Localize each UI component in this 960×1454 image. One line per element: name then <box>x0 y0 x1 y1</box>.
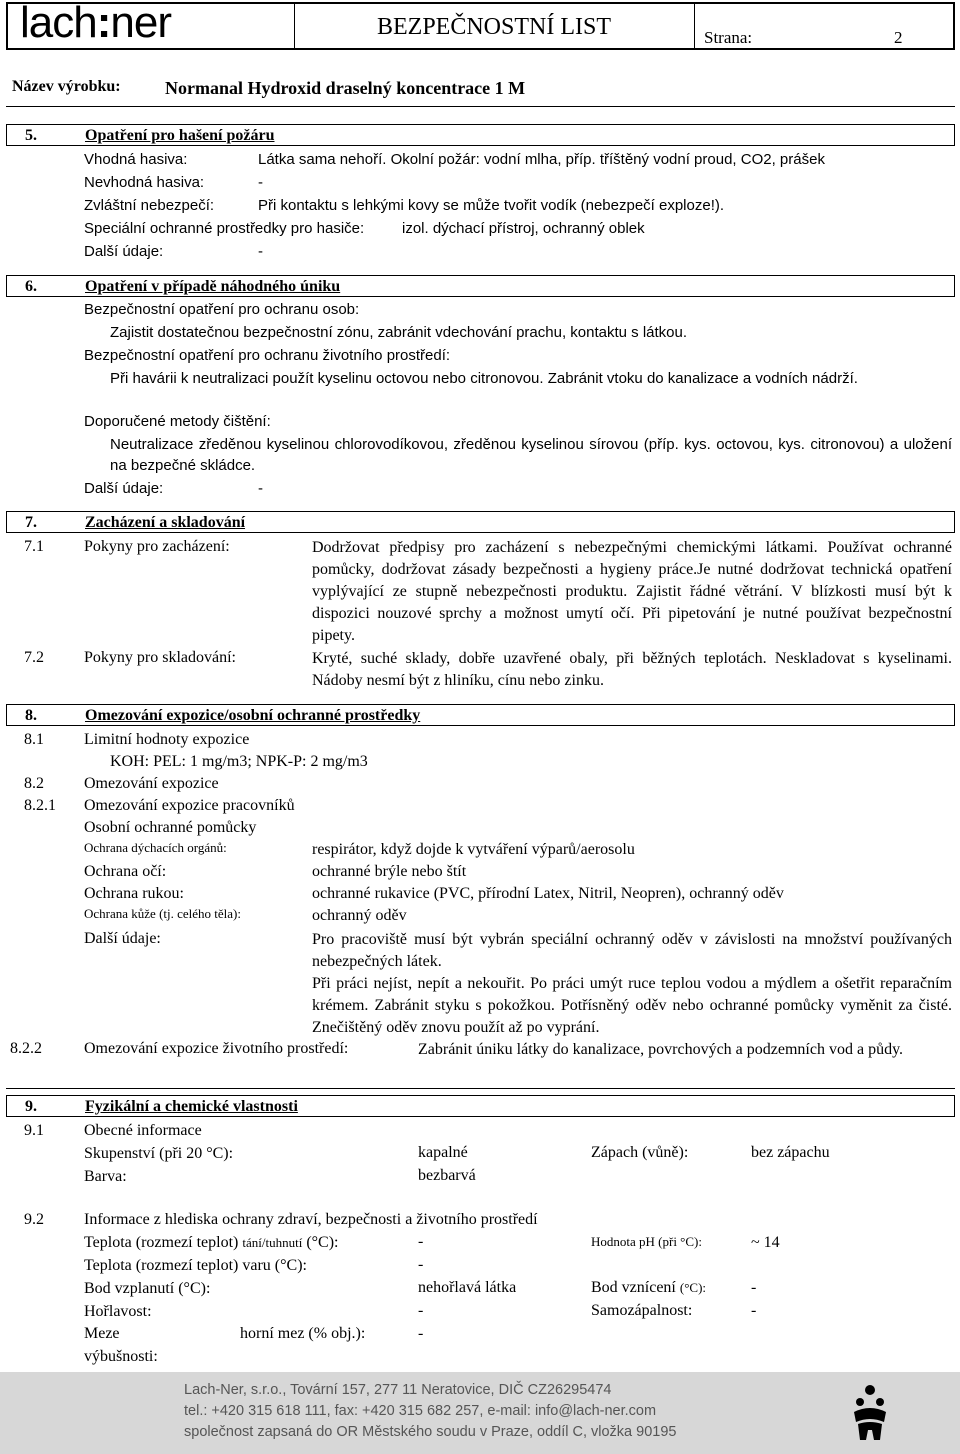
footer-line: tel.: +420 315 618 111, fax: +420 315 682 257, e-mail: info@lach-ner.com <box>184 1403 657 1419</box>
text: Kryté, suché sklady, dobře uzavřené obaly, při běžných teplotách. Neskladovat s kyselinami. Nádoby nesmí být z hliníku, cínu nebo zinku. <box>312 650 952 689</box>
label: Pokyny pro zacházení: <box>84 538 230 555</box>
label: Omezování expozice <box>84 775 219 792</box>
label: Osobní ochranné pomůcky <box>84 819 257 836</box>
divider <box>6 106 955 107</box>
item-number: 7.2 <box>24 649 44 666</box>
section-number: 8. <box>25 707 37 724</box>
label-part: Bod vznícení <box>591 1279 676 1296</box>
text: Neutralizace zředěnou kyselinou chlorovodíkovou, zředěnou kyselinou sírovou (příp. kys. octovou, kys. citronovou) a uložení na bezpečné skládce. <box>110 436 952 474</box>
label: Teplota (rozmezí teplot) varu (°C): <box>84 1257 307 1274</box>
label-part: (°C): <box>679 1280 707 1295</box>
item-number: 7.1 <box>24 538 44 555</box>
document-title: BEZPEČNOSTNÍ LIST <box>377 14 611 40</box>
value: ochranný oděv <box>312 907 407 924</box>
label: Barva: <box>84 1168 127 1185</box>
value: ~ 14 <box>751 1234 780 1251</box>
label: výbušnosti: <box>84 1348 158 1365</box>
divider <box>6 1088 955 1089</box>
section-8-header <box>6 704 955 726</box>
label: Informace z hlediska ochrany zdraví, bezpečnosti a životního prostředí <box>84 1211 538 1228</box>
item-number: 8.2.2 <box>10 1040 42 1057</box>
value: - <box>751 1302 757 1319</box>
page-number: 2 <box>894 28 903 47</box>
document-header <box>6 2 955 50</box>
value: - <box>258 243 263 260</box>
label-part: tání/tuhnutí <box>242 1235 303 1250</box>
value: Látka sama nehoří. Okolní požár: vodní mlha, příp. tříštěný vodní proud, CO2, prášek <box>258 151 825 168</box>
value: - <box>258 174 263 191</box>
value: ochranné rukavice (PVC, přírodní Latex, Nitril, Neopren), ochranný oděv <box>312 885 784 902</box>
text: Při havárii k neutralizaci použít kyselinu octovou nebo citronovou. Zabránit vtoku do kanalizace a vodních nádrží. <box>110 370 858 387</box>
label: Další údaje: <box>84 930 161 947</box>
label <box>84 1234 339 1252</box>
label <box>591 1279 706 1297</box>
label: Bod vzplanutí (°C): <box>84 1280 211 1297</box>
label: Nevhodná hasiva: <box>84 174 205 191</box>
text: Pro pracoviště musí být vybrán speciální ochranný oděv v závislosti na množství používaných nebezpečných látek. <box>312 931 952 970</box>
label: Samozápalnost: <box>591 1302 693 1319</box>
text: KOH: PEL: 1 mg/m3; NPK-P: 2 mg/m3 <box>110 753 368 770</box>
value: Při kontaktu s lehkými kovy se může tvořit vodík (nebezpečí exploze!). <box>258 197 725 214</box>
value: - <box>751 1279 757 1296</box>
section-7-header <box>6 511 955 533</box>
label: horní mez (% obj.): <box>240 1325 366 1342</box>
label-part: Teplota (rozmezí teplot) <box>84 1234 239 1251</box>
section-title: Opatření v případě náhodného úniku <box>85 278 341 295</box>
label: Vhodná hasiva: <box>84 151 188 168</box>
value: - <box>418 1302 424 1319</box>
label: Ochrana rukou: <box>84 885 184 902</box>
label: Hořlavost: <box>84 1303 152 1320</box>
section-title: Omezování expozice/osobní ochranné prostředky <box>85 707 421 724</box>
section-6-header <box>6 275 955 297</box>
item-number: 8.2 <box>24 775 44 792</box>
label: Limitní hodnoty expozice <box>84 731 250 748</box>
value: kapalné <box>418 1144 468 1161</box>
section-number: 6. <box>25 278 37 295</box>
label: Doporučené metody čištění: <box>84 413 271 430</box>
label: Skupenství (při 20 °C): <box>84 1145 234 1162</box>
label: Pokyny pro skladování: <box>84 649 236 666</box>
section-9-header <box>6 1095 955 1117</box>
value: - <box>258 480 263 497</box>
text: Dodržovat předpisy pro zacházení s nebezpečnými chemickými látkami. Používat ochranné pomůcky, dodržovat zásady bezpečnosti a hygieny práce.Je nutné dodržovat technická opatření vyplývající ze stupně nebezpečnosti produktu. Zajistit řádné větrání. V blízkosti musí být k dispozici nouzové sprchy a možnost umytí očí. Při pipetování je nutné používat bezpečnostní pipety. <box>312 539 952 644</box>
value: respirátor, když dojde k vytváření výparů/aerosolu <box>312 841 635 858</box>
value: izol. dýchací přístroj, ochranný oblek <box>402 220 645 237</box>
value: ochranné brýle nebo štít <box>312 863 467 880</box>
item-number: 9.1 <box>24 1122 44 1139</box>
label: Speciální ochranné prostředky pro hasiče: <box>84 220 365 237</box>
label: Zápach (vůně): <box>591 1144 689 1161</box>
label: Ochrana dýchacích orgánů: <box>84 840 227 855</box>
label: Ochrana kůže (tj. celého těla): <box>84 906 241 921</box>
label: Omezování expozice životního prostředí: <box>84 1040 349 1057</box>
value: nehořlavá látka <box>418 1279 517 1296</box>
label: Ochrana očí: <box>84 863 167 880</box>
label: Meze <box>84 1325 120 1342</box>
section-5-header <box>6 124 955 146</box>
product-label: Název výrobku: <box>12 78 121 95</box>
page-label: Strana: <box>704 28 753 47</box>
safety-people-icon <box>850 1382 890 1444</box>
footer-line: Lach-Ner, s.r.o., Tovární 157, 277 11 Neratovice, DIČ CZ26295474 <box>184 1382 612 1398</box>
text: Zajistit dostatečnou bezpečnostní zónu, zabránit vdechování prachu, kontaktu s látkou. <box>110 324 688 341</box>
value: bez zápachu <box>751 1144 830 1161</box>
label: Obecné informace <box>84 1122 202 1139</box>
section-title: Fyzikální a chemické vlastnosti <box>85 1098 298 1115</box>
value: bezbarvá <box>418 1167 476 1184</box>
section-title: Opatření pro hašení požáru <box>85 127 275 144</box>
label: Bezpečnostní opatření pro ochranu životního prostředí: <box>84 347 451 364</box>
value: - <box>418 1325 424 1342</box>
item-number: 8.1 <box>24 731 44 748</box>
label-part: (°C): <box>306 1234 339 1251</box>
item-number: 9.2 <box>24 1211 44 1228</box>
label: Bezpečnostní opatření pro ochranu osob: <box>84 301 360 318</box>
label: Hodnota pH (při °C): <box>591 1234 702 1249</box>
product-name: Normanal Hydroxid draselný koncentrace 1 M <box>165 78 526 98</box>
item-number: 8.2.1 <box>24 797 56 814</box>
value: - <box>418 1233 424 1250</box>
text: Při práci nejíst, nepít a nekouřit. Po práci umýt ruce teplou vodou a mýdlem a ošetřit reparačním krémem. Zabránit styku s pokožkou. Potřísněný oděv nebo ochranné pomůcky vyměnit za čisté. Znečištěný oděv znovu použít až po vyprání. <box>312 975 952 1036</box>
section-number: 9. <box>25 1098 37 1115</box>
text: Zabránit úniku látky do kanalizace, povrchových a podzemních vod a půdy. <box>418 1041 904 1058</box>
value: - <box>418 1256 424 1273</box>
label: Omezování expozice pracovníků <box>84 797 295 814</box>
section-title: Zacházení a skladování <box>85 514 246 531</box>
label: Zvláštní nebezpečí: <box>84 197 215 214</box>
label: Další údaje: <box>84 243 164 260</box>
section-number: 5. <box>25 127 37 144</box>
section-number: 7. <box>25 514 37 531</box>
footer-line: společnost zapsaná do OR Městského soudu v Praze, oddíl C, vložka 90195 <box>184 1424 677 1440</box>
company-logo: lach:ner <box>20 0 171 47</box>
label: Další údaje: <box>84 480 164 497</box>
